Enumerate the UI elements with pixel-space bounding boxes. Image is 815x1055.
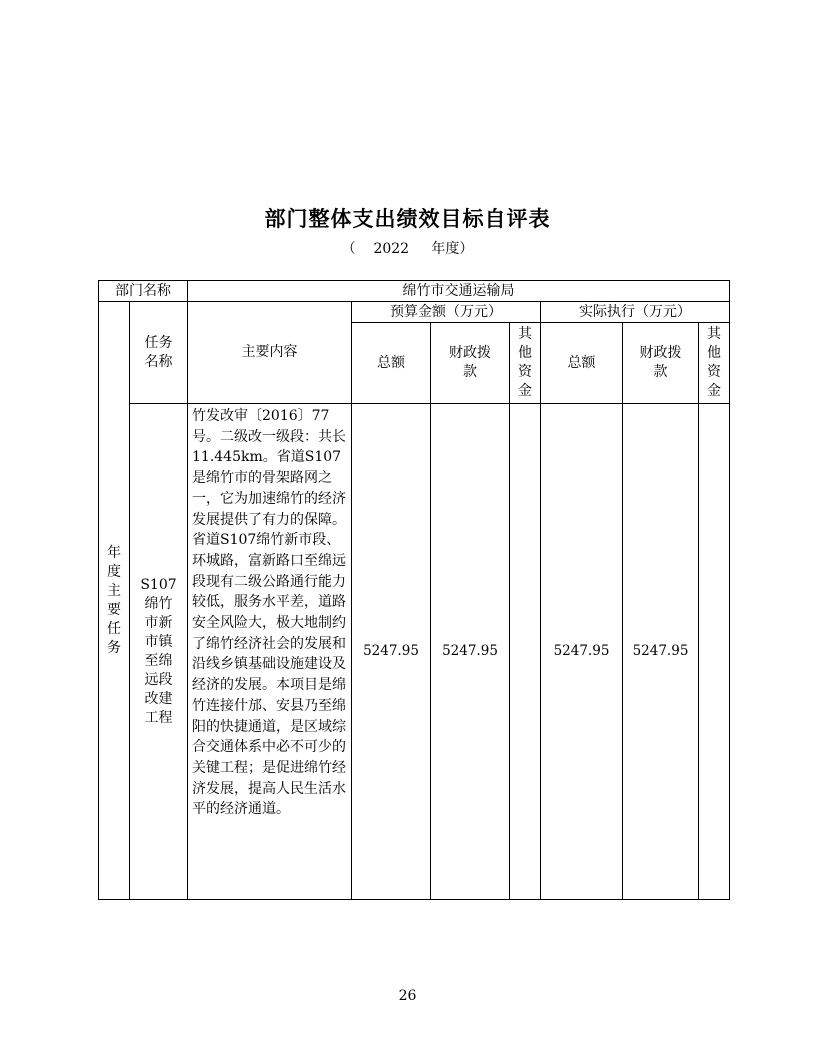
actual-header: 实际执行（万元）: [541, 302, 730, 323]
actual-fiscal-header-text: 财政拨款: [639, 345, 682, 380]
task-name-header-text: 任务名称: [144, 334, 173, 370]
performance-table: [98, 280, 730, 900]
actual-other-header-text: 其他资金: [707, 326, 721, 399]
table-row: [99, 404, 730, 900]
budget-header: 预算金额（万元）: [352, 302, 541, 323]
annual-tasks-label: [99, 302, 130, 900]
budget-fiscal-header-text: 财政拨款: [449, 345, 491, 380]
page-number: 26: [398, 988, 417, 1004]
actual-total-cell: 5247.95: [541, 404, 623, 900]
main-content-header: 主要内容: [188, 302, 352, 404]
actual-fiscal-cell: 5247.95: [623, 404, 699, 900]
budget-fiscal-header: [431, 323, 510, 404]
task-name-text: S107绵竹市新市镇至绵远段改建工程: [140, 576, 177, 726]
annual-tasks-text: 年度主要任务: [107, 544, 121, 656]
dept-name-value: 绵竹市交通运输局: [188, 281, 730, 302]
task-name-cell: [130, 404, 188, 900]
dept-name-label: 部门名称: [99, 281, 188, 302]
budget-other-header-text: 其他资金: [518, 326, 532, 399]
budget-other-cell: [510, 404, 541, 900]
task-name-header: [130, 302, 188, 404]
main-content-cell: 竹发改审〔2016〕77号。二级改一级段：共长 11.445km。省道S107是绵竹市的骨架路网之一，它为加速绵竹的经济发展提供了有力的保障。省道S107绵竹新市段、环城路，富新路口至绵远段现有二级公路通行能力较低，服务水平差，道路安全风险大，极大地制约了绵竹经济社会的发展和沿线乡镇基础设施建设及经济的发展。本项目是绵竹连接什邡、安县乃至绵阳的快捷通道，是区域综合交通体系中必不可少的关键工程；是促进绵竹经济发展，提高人民生活水平的经济通道。: [188, 404, 352, 900]
actual-total-header: 总额: [541, 323, 623, 404]
budget-other-header: [510, 323, 541, 404]
year-subtitle: （ 2022 年度）: [341, 241, 474, 257]
page-title: 部门整体支出绩效目标自评表: [264, 207, 551, 231]
budget-fiscal-cell: 5247.95: [431, 404, 510, 900]
actual-other-cell: [699, 404, 730, 900]
actual-fiscal-header: [623, 323, 699, 404]
budget-total-cell: 5247.95: [352, 404, 431, 900]
actual-other-header: [699, 323, 730, 404]
budget-total-header: 总额: [352, 323, 431, 404]
